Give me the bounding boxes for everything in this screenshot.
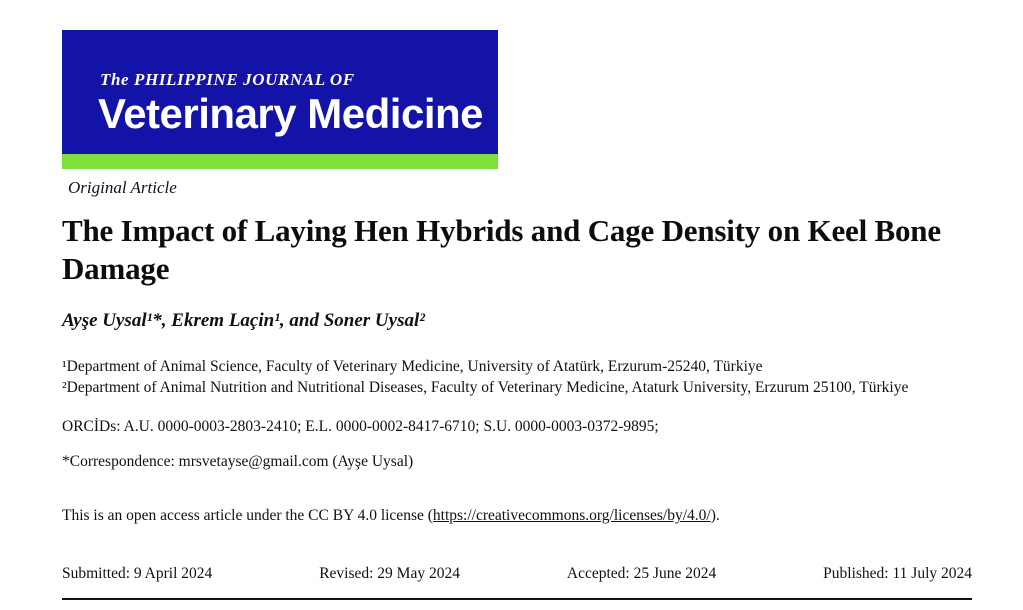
page-title: The Impact of Laying Hen Hybrids and Cage Density on Keel Bone Damage: [62, 213, 941, 286]
date-accepted: Accepted: 25 June 2024: [566, 565, 717, 582]
date-submitted: Submitted: 9 April 2024: [62, 565, 213, 582]
journal-masthead-line2: Veterinary Medicine: [98, 90, 484, 137]
header-divider: [62, 598, 972, 600]
article-type-label: Original Article: [68, 178, 177, 197]
journal-masthead-accent-bar: [62, 154, 498, 169]
affiliation-1: ¹Department of Animal Science, Faculty of Veterinary Medicine, University of Atatürk, Erzurum-25240, Türkiye: [62, 358, 763, 375]
correspondence-line: *Correspondence: mrsvetayse@gmail.com (Ayşe Uysal): [62, 453, 414, 470]
author-list: Ayşe Uysal¹*, Ekrem Laçin¹, and Soner Uysal²: [62, 310, 425, 331]
license-link[interactable]: https://creativecommons.org/licenses/by/4.0/: [432, 507, 711, 524]
license-statement: [62, 507, 972, 525]
orcid-list: ORCİDs: A.U. 0000-0003-2803-2410; E.L. 0000-0002-8417-6710; S.U. 0000-0003-0372-9895;: [62, 418, 659, 435]
publication-dates: [62, 565, 972, 583]
license-suffix: ).: [710, 507, 720, 524]
article-front-matter: [62, 178, 972, 525]
date-published: Published: 11 July 2024: [823, 565, 972, 582]
journal-masthead-line1: The PHILIPPINE JOURNAL OF: [100, 70, 355, 89]
date-revised: Revised: 29 May 2024: [319, 565, 460, 582]
affiliation-2: ²Department of Animal Nutrition and Nutritional Diseases, Faculty of Veterinary Medicine, Ataturk University, Erzurum 25100, Türkiye: [62, 379, 909, 396]
license-prefix: This is an open access article under the CC BY 4.0 license (: [62, 507, 433, 524]
journal-masthead: [62, 30, 498, 161]
